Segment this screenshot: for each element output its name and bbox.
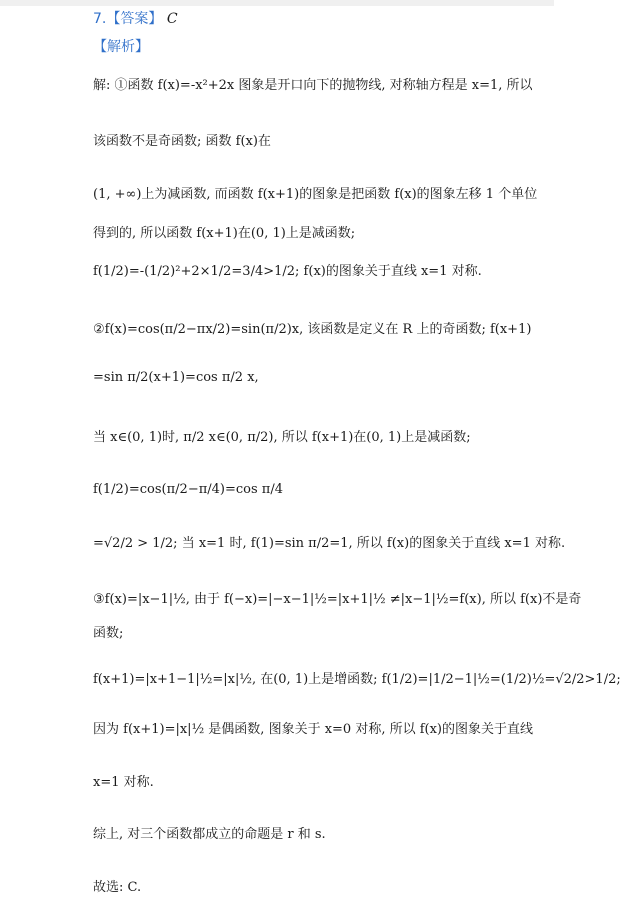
- solution-line-17: 故选: C.: [93, 880, 142, 895]
- answer-heading: [93, 8, 178, 28]
- top-bar: [0, 0, 554, 6]
- solution-line-7: =sin π/2(x+1)=cos π/2 x,: [93, 370, 259, 385]
- solution-line-4: 得到的, 所以函数 f(x+1)在(0, 1)上是减函数;: [93, 226, 356, 241]
- solution-line-3: (1, +∞)上为减函数, 而函数 f(x+1)的图象是把函数 f(x)的图象左移 1 个单位: [93, 187, 538, 202]
- analysis-tag: 【解析】: [93, 39, 149, 55]
- answer-tag: 【答案】: [106, 11, 163, 27]
- solution-line-11: ③f(x)=|x−1|½, 由于 f(−x)=|−x−1|½=|x+1|½ ≠|x−1|½=f(x), 所以 f(x)不是奇: [93, 592, 582, 607]
- solution-line-6: ②f(x)=cos(π/2−πx/2)=sin(π/2)x, 该函数是定义在 R 上的奇函数; f(x+1): [93, 322, 532, 337]
- solution-line-14: 因为 f(x+1)=|x|½ 是偶函数, 图象关于 x=0 对称, 所以 f(x)的图象关于直线: [93, 722, 534, 737]
- solution-line-13: f(x+1)=|x+1−1|½=|x|½, 在(0, 1)上是增函数; f(1/2)=|1/2−1|½=(1/2)½=√2/2>1/2;: [93, 672, 621, 687]
- solution-line-15: x=1 对称.: [93, 775, 154, 790]
- question-number: 7.: [93, 11, 107, 27]
- answer-choice: C: [166, 11, 178, 27]
- solution-line-12: 函数;: [93, 626, 124, 641]
- solution-line-9: f(1/2)=cos(π/2−π/4)=cos π/4: [93, 482, 283, 497]
- solution-line-1: 解: ①函数 f(x)=-x²+2x 图象是开口向下的抛物线, 对称轴方程是 x=1, 所以: [93, 78, 533, 93]
- solution-line-16: 综上, 对三个函数都成立的命题是 r 和 s.: [93, 827, 326, 842]
- solution-line-10: =√2/2 > 1/2; 当 x=1 时, f(1)=sin π/2=1, 所以 f(x)的图象关于直线 x=1 对称.: [93, 536, 566, 551]
- solution-line-2: 该函数不是奇函数; 函数 f(x)在: [93, 134, 271, 149]
- solution-line-5: f(1/2)=-(1/2)²+2×1/2=3/4>1/2; f(x)的图象关于直线 x=1 对称.: [93, 264, 482, 279]
- solution-line-8: 当 x∈(0, 1)时, π/2 x∈(0, π/2), 所以 f(x+1)在(0, 1)上是减函数;: [93, 430, 471, 445]
